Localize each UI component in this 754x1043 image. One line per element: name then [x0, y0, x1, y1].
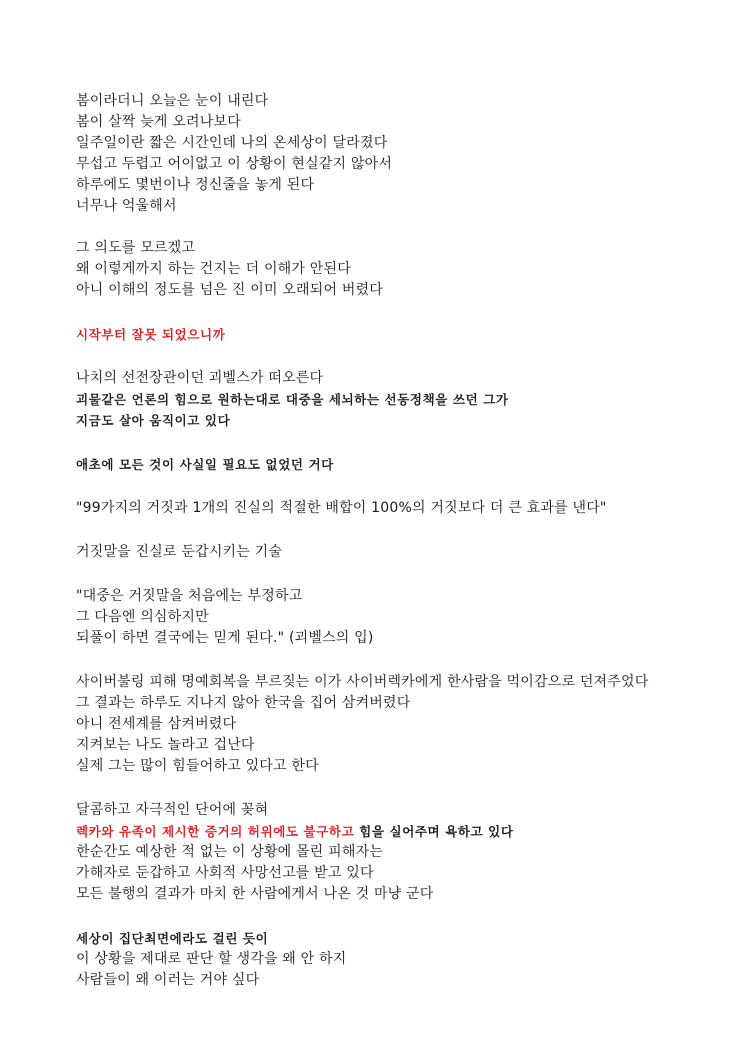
- text-line: 그 의도를 모르겠고: [76, 240, 196, 256]
- text-line: 나치의 선전장관이던 괴벨스가 떠오른다: [76, 370, 324, 386]
- text-line: 가해자로 둔갑하고 사회적 사망선고를 받고 있다: [76, 865, 374, 881]
- text-line: 봄이라더니 오늘은 눈이 내린다: [76, 93, 269, 109]
- quote-line: "대중은 거짓말을 처음에는 부정하고: [76, 588, 303, 604]
- paragraph-2: [76, 238, 736, 301]
- text-line: 지켜보는 나도 놀라고 겁난다: [76, 737, 255, 753]
- text-line: 모든 불행의 결과가 마치 한 사람에게서 나온 것 마냥 군다: [76, 886, 434, 902]
- text-line: 아니 전세계를 삼켜버렸다: [76, 716, 237, 732]
- text-line: 실제 그는 많이 힘들어하고 있다고 한다: [76, 758, 319, 774]
- paragraph-11: [76, 928, 736, 991]
- text-line: 아니 이해의 정도를 넘은 진 이미 오래되어 버렸다: [76, 282, 384, 298]
- paragraph-10: [76, 800, 736, 905]
- red-highlight-text: 렉카와 유족이 제시한 증거의 허위에도 불구하고: [76, 824, 355, 839]
- text-line: 사이버불링 피해 명예회복을 부르짖는 이가 사이버렉카에게 한사람을 먹이감으로 던져주었다: [76, 674, 649, 690]
- text-line: 달콤하고 자극적인 단어에 꽂혀: [76, 802, 269, 818]
- text-line: 무섭고 두렵고 어이없고 이 상황이 현실같지 않아서: [76, 156, 393, 172]
- bold-emphasis-line: 애초에 모든 것이 사실일 필요도 없었던 거다: [76, 457, 334, 472]
- quote-line: 되풀이 하면 결국에는 믿게 된다." (괴벨스의 입): [76, 630, 374, 646]
- quote-line: 그 다음엔 의심하지만: [76, 609, 209, 625]
- text-line: 너무나 억울해서: [76, 198, 177, 214]
- text-line: 한순간도 예상한 적 없는 이 상황에 몰린 피해자는: [76, 844, 384, 860]
- text-line: 봄이 살짝 늦게 오려나보다: [76, 114, 241, 130]
- text-line: 그 결과는 하루도 지나지 않아 한국을 집어 삼켜버렸다: [76, 695, 411, 711]
- document-body: [76, 91, 736, 991]
- handwriting-line: 세상이 집단최면에라도 걸린 듯이: [76, 931, 269, 946]
- handwriting-line: 지금도 살아 움직이고 있다: [76, 413, 231, 428]
- quote-line: "99가지의 거짓과 1개의 진실의 적절한 배합이 100%의 거짓보다 더 큰 효과를 낸다": [76, 500, 607, 516]
- text-line: 거짓말을 진실로 둔갑시키는 기술: [76, 544, 283, 560]
- handwriting-line: 괴물같은 언론의 힘으로 원하는대로 대중을 세뇌하는 선동정책을 쓰던 그가: [76, 392, 509, 407]
- paragraph-8: [76, 586, 736, 649]
- paragraph-4: [76, 368, 736, 431]
- paragraph-9: [76, 672, 736, 777]
- red-highlight-line: 시작부터 잘못 되었으니까: [76, 327, 226, 342]
- text-line: 일주일이란 짧은 시간인데 나의 온세상이 달라졌다: [76, 135, 388, 151]
- text-line: 사람들이 왜 이러는 거야 싶다: [76, 972, 260, 988]
- handwriting-text: 힘을 실어주며 욕하고 있다: [354, 824, 514, 839]
- paragraph-1: [76, 91, 736, 217]
- text-line: 왜 이렇게까지 하는 건지는 더 이해가 안된다: [76, 261, 351, 277]
- mixed-color-line: [76, 821, 736, 842]
- text-line: 이 상황을 제대로 판단 할 생각을 왜 안 하지: [76, 951, 347, 967]
- text-line: 하루에도 몇번이나 정신줄을 놓게 된다: [76, 177, 315, 193]
